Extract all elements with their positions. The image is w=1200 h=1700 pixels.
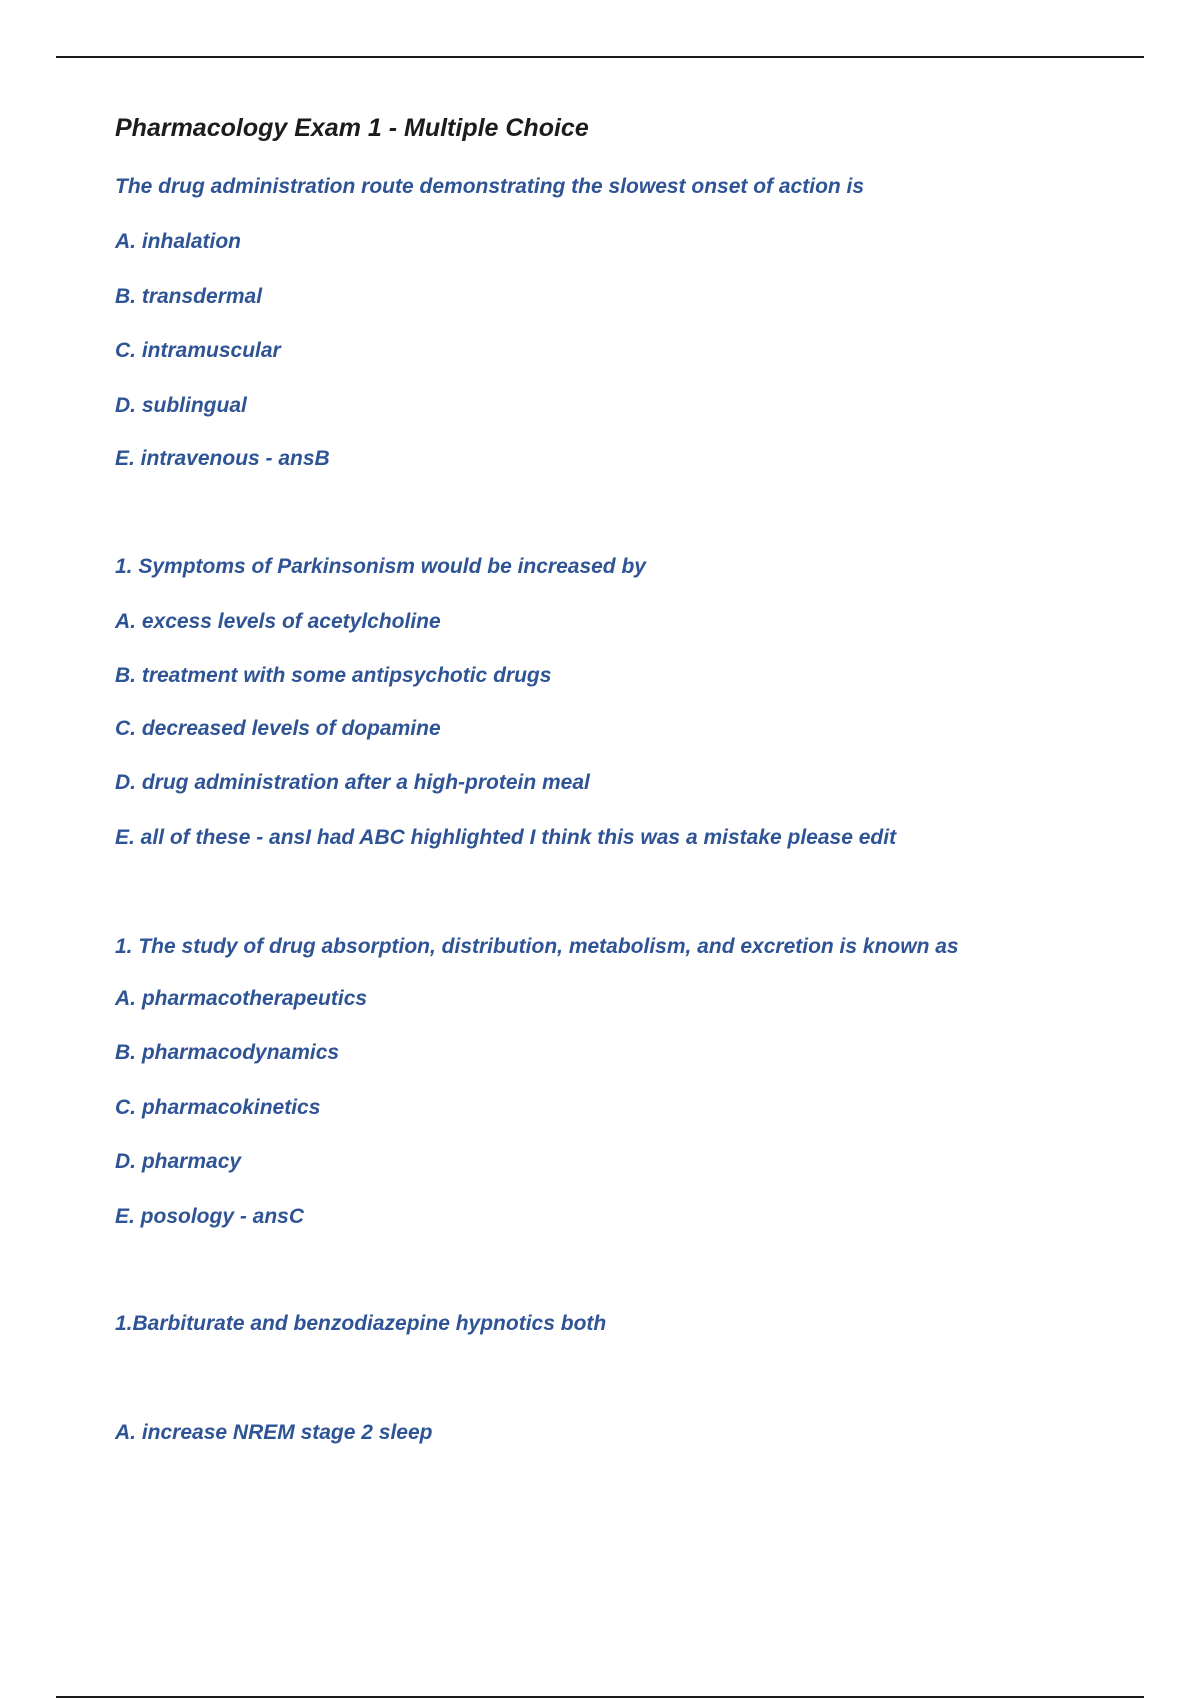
- header-rule: [56, 56, 1144, 58]
- answer-option: E. all of these - ansI had ABC highlighted I think this was a mistake please edit: [115, 826, 897, 849]
- footer-rule: [56, 1696, 1144, 1698]
- question-stem: 1.Barbiturate and benzodiazepine hypnotics both: [115, 1312, 607, 1335]
- answer-option: D. pharmacy: [115, 1150, 242, 1173]
- answer-option: A. inhalation: [115, 230, 241, 253]
- answer-option: E. posology - ansC: [115, 1205, 305, 1228]
- answer-option: D. sublingual: [115, 394, 247, 417]
- question-stem: 1. The study of drug absorption, distribution, metabolism, and excretion is known as: [115, 935, 959, 958]
- answer-option: B. treatment with some antipsychotic drugs: [115, 664, 552, 687]
- answer-option: C. intramuscular: [115, 339, 281, 362]
- answer-option: D. drug administration after a high-protein meal: [115, 771, 590, 794]
- document-title: Pharmacology Exam 1 - Multiple Choice: [115, 114, 589, 142]
- answer-option: A. excess levels of acetylcholine: [115, 610, 441, 633]
- answer-option: C. decreased levels of dopamine: [115, 717, 441, 740]
- answer-option: A. increase NREM stage 2 sleep: [115, 1421, 433, 1444]
- answer-option: B. transdermal: [115, 285, 263, 308]
- answer-option: B. pharmacodynamics: [115, 1041, 340, 1064]
- answer-option: E. intravenous - ansB: [115, 447, 330, 470]
- question-stem: The drug administration route demonstrating the slowest onset of action is: [115, 175, 865, 198]
- answer-option: C. pharmacokinetics: [115, 1096, 321, 1119]
- answer-option: A. pharmacotherapeutics: [115, 987, 368, 1010]
- question-stem: 1. Symptoms of Parkinsonism would be increased by: [115, 555, 646, 578]
